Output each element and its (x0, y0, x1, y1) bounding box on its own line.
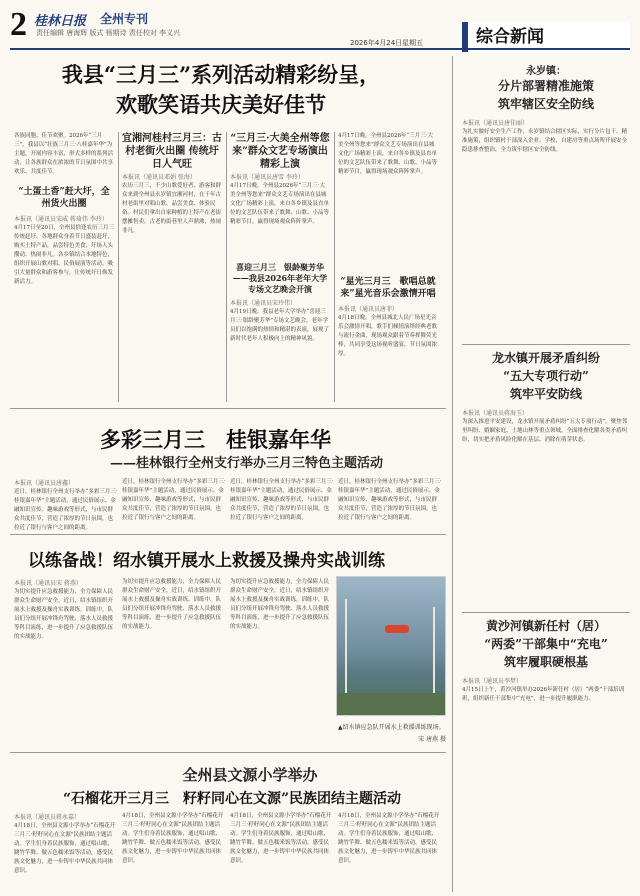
main-col3-subhead1: “三月三·大美全州等您来”群众文艺专场演出精彩上演 (230, 133, 330, 170)
right-story3-byline: 本报讯（通讯员李梦） (462, 678, 523, 685)
right-story1-body: 为扎实做好安全生产工作，永岁镇结合辖区实际，实行分片包干、精准施策，组织镇村干部深入企业、学校、自建房等重点场所开展安全隐患排查整治，全力筑牢辖区安全防线。 (462, 129, 628, 153)
main-col4-body: 4月18日晚，全州县城北人民广场星光音乐会激情开唱，歌手们倾情演绎经典老歌与流行金曲，现场观众跟着节奏挥舞荧光棒，共同享受这场视听盛宴，节日氛围浓厚。 (338, 315, 438, 357)
section-title: 综合新闻 (462, 22, 630, 52)
right-story3-headline2: “两委”干部集中“充电” (484, 637, 608, 651)
page-number: 2 (10, 6, 27, 43)
right-story2-headline2: “五大专项行动” (503, 369, 589, 383)
main-col1-subhead: “土蛋土香”赶大圩，全州货火出圈 (18, 187, 110, 209)
special-edition: 全州专刊 (100, 12, 149, 26)
bank-body-col4: 近日，桂林银行全州支行举办“多彩三月三·桂银嘉年华”主题活动，通过民俗展示、金融知识宣传、趣味游戏等形式，与市民群众共度佳节，营造了浓厚的节日氛围，也拉近了银行与客户之间的距离。 (338, 479, 442, 521)
column-rule (118, 132, 119, 402)
right-column-rule (452, 56, 453, 892)
bank-subheadline: ——桂林银行全州支行举办三月三特色主题活动 (110, 456, 384, 471)
column-rule (226, 132, 227, 402)
photo-riverbank (337, 693, 445, 715)
main-headline-line2: 欢歌笑语共庆美好佳节 (116, 92, 326, 117)
school-body-col3: 4月18日，全州县文源小学举办“石榴花开三月三·籽籽同心在文源”民族团结主题活动。学生们身着民族服饰，通过唱山歌、跳竹竿舞、做五色糯米饭等活动，感受民族文化魅力，进一步铸牢中华民族共同体意识。 (230, 813, 332, 864)
main-col3-byline2: 本报讯（通讯员宋玲伟） (230, 300, 297, 307)
school-byline: 本报讯（通讯员蒋永嘉） (14, 814, 81, 821)
school-kicker: 全州县文源小学举办 (182, 766, 318, 784)
section-rule (10, 752, 446, 753)
right-story2-body: 为深入推进平安建设，龙水镇开展矛盾纠纷“五大专项行动”，聚焦邻里纠纷、婚姻家庭、土地山林等重点领域，全面排查化解各类矛盾纠纷，切实把矛盾风险化解在基层、消除在萌芽状态。 (462, 419, 628, 443)
main-col3-body2: 4月19日晚，我县老年大学举办“喜迎三月三·银龄聚芳华”专场文艺晚会，老年学员们以饱满的热情和精湛的表演，展现了新时代老年人积极向上的精神风貌。 (230, 309, 330, 342)
masthead (10, 6, 630, 50)
school-body-col4: 4月18日，全州县文源小学举办“石榴花开三月三·籽籽同心在文源”民族团结主题活动。学生们身着民族服饰，通过唱山歌、跳竹竿舞、做五色糯米饭等活动，感受民族文化魅力，进一步铸牢中华民族共同体意识。 (338, 813, 440, 864)
rescue-body-col3: 为切实提升应急救援能力，全力保障人民群众生命财产安全，近日，绍水镇组织开展水上救援及操舟实战训练。训练中，队员们分组开展冲锋舟驾驶、落水人员救援等科目演练，进一步提升了应急救援队伍的实战能力。 (230, 579, 330, 630)
right-story2-headline3: 筑牢平安防线 (509, 387, 582, 401)
section-rule (10, 534, 446, 535)
right-story3-headline1: 黄沙河镇新任村（居） (485, 619, 606, 633)
bank-body-col3: 近日，桂林银行全州支行举办“多彩三月三·桂银嘉年华”主题活动，通过民俗展示、金融知识宣传、趣味游戏等形式，与市民群众共度佳节，营造了浓厚的节日氛围，也拉近了银行与客户之间的距离。 (230, 479, 334, 521)
header-rule (10, 48, 630, 50)
main-col4-byline: 本报讯（通讯员唐菲） (338, 306, 399, 313)
rescue-headline: 以练备战！绍水镇开展水上救援及操舟实战训练 (28, 551, 385, 571)
bank-byline: 本报讯（通讯员唐鑫） (14, 480, 75, 487)
rescue-photo-credit: 宋 唐燕 摄 (418, 736, 446, 743)
main-col2-body: 农历三月三，不少山歌爱好者、游客和群众来到全州县永岁镇宜湘河村，在千年古村老街里对唱山歌、品尝美食、体验民俗。村民们拿出自家种植的土特产在老街摆摊售卖，古老的街巷里人声鼎沸，热闹非凡。 (122, 183, 222, 234)
rescue-photo-caption: ▲绍水镇应急队开展水上救援训练现场。 (338, 724, 445, 731)
right-story2-byline: 本报讯（通讯员蒋海玉） (462, 410, 529, 417)
main-col3-subhead2: 喜迎三月三 银龄聚芳华——我县2026年老年大学专场文艺晚会开演 (232, 262, 328, 294)
right-story2-headline1: 龙水镇开展矛盾纠纷 (491, 351, 600, 365)
publish-weekday: 星期五 (402, 39, 423, 47)
publish-date: 2026年4月24日 (350, 39, 403, 47)
right-story1-kicker: 永岁镇： (526, 66, 566, 77)
main-col2-subhead: 宜湘河桂村三月三：古村老街火出圈 传统圩日人气旺 (122, 133, 222, 170)
rescue-photo (336, 576, 446, 716)
school-body-col1: 4月18日，全州县文源小学举办“石榴花开三月三·籽籽同心在文源”民族团结主题活动。学生们身着民族服饰，通过唱山歌、跳竹竿舞、做五色糯米饭等活动，感受民族文化魅力，进一步铸牢中华民族共同体意识。 (14, 823, 116, 874)
school-body-col2: 4月18日，全州县文源小学举办“石榴花开三月三·籽籽同心在文源”民族团结主题活动。学生们身着民族服饰，通过唱山歌、跳竹竿舞、做五色糯米饭等活动，感受民族文化魅力，进一步铸牢中华民族共同体意识。 (122, 813, 224, 864)
bank-body-col2: 近日，桂林银行全州支行举办“多彩三月三·桂银嘉年华”主题活动，通过民俗展示、金融知识宣传、趣味游戏等形式，与市民群众共度佳节，营造了浓厚的节日氛围，也拉近了银行与客户之间的距离。 (122, 479, 226, 521)
right-story3-body: 4月15日上午，黄沙河镇举办2026年新任村（居）“两委”干部培训班，组织新任干部集中“充电”，进一步提升履职能力。 (462, 687, 625, 702)
section-rule (10, 408, 446, 409)
right-story3-headline3: 筑牢履职硬根基 (503, 655, 588, 669)
rescue-body-col1: 为切实提升应急救援能力，全力保障人民群众生命财产安全，近日，绍水镇组织开展水上救援及操舟实战训练。训练中，队员们分组开展冲锋舟驾驶、落水人员救援等科目演练，进一步提升了应急救援队伍的实战能力。 (14, 589, 114, 640)
main-col4-body-top: 4月17日晚，全州县2026年“三月三·大美全州等您来”群众文艺专场演出在县城文化广场精彩上演，来自各乡镇及县直单位的文艺队伍带来了歌舞、山歌、小品等精彩节目，赢得现场观众阵阵掌声。 (338, 133, 438, 175)
column-rule (334, 132, 335, 402)
school-headline: “石榴花开三月三 籽籽同心在文源”民族团结主题活动 (62, 791, 402, 807)
rescue-byline: 本报讯（通讯员宋 蒋燕） (14, 580, 82, 587)
main-col3-byline1: 本报讯（通讯员唐雪 李玲） (230, 174, 304, 181)
section-rule (462, 612, 630, 613)
main-col1-body: 4月17日至20日，全州县恰逢农历三月三传统赶圩，各地群众身着节日盛装赶圩，购买土特产品，品尝特色美食，圩场人头攒动、热闹非凡。各乡镇结合本地特色，组织开展山歌对唱、民俗展演等活动，吸引大量群众和游客参与，让传统圩日焕发新活力。 (14, 225, 114, 285)
main-col3-body1: 4月17日晚，全州县2026年“三月三·大美全州等您来”群众文艺专场演出在县城文化广场精彩上演，来自各乡镇及县直单位的文艺队伍带来了歌舞、山歌、小品等精彩节目，赢得现场观众阵阵掌声。 (230, 183, 330, 225)
rescue-boat (385, 625, 409, 633)
paper-name: 桂林日报 (34, 14, 87, 29)
right-story1-headline1: 分片部署精准施策 (497, 79, 594, 93)
editors-line: 责任编辑 唐海辉 版式 杨期诗 责任校对 李义兴 (36, 29, 181, 37)
main-col4-subhead: “星光三月三 歌唱总就来”星光音乐会激情开唱 (340, 277, 436, 299)
section-rule (462, 344, 630, 345)
right-story1-byline: 本报讯（通讯员唐佳丽） (462, 120, 529, 127)
bank-body-col1: 近日，桂林银行全州支行举办“多彩三月三·桂银嘉年华”主题活动，通过民俗展示、金融知识宣传、趣味游戏等形式，与市民群众共度佳节，营造了浓厚的节日氛围，也拉近了银行与客户之间的距离。 (14, 489, 118, 530)
main-headline (16, 60, 426, 120)
bank-headline: 多彩三月三 桂银嘉年华 (100, 427, 331, 452)
rescue-body-col2: 为切实提升应急救援能力，全力保障人民群众生命财产安全，近日，绍水镇组织开展水上救援及操舟实战训练。训练中，队员们分组开展冲锋舟驾驶、落水人员救援等科目演练，进一步提升了应急救援队伍的实战能力。 (122, 579, 222, 630)
main-headline-line1: 我县“三月三”系列活动精彩纷呈， (61, 62, 381, 87)
right-story1-headline2: 筑牢辖区安全防线 (497, 97, 594, 111)
main-intro: 各族同胞、佳节欢聚。2026年“三月三”，我县以“壮族三月三·八桂嘉年华”为主题，开展内容丰富、形式多样的系列活动，让各族群众在浓浓的节日氛围中共享欢乐、共度佳节。 (14, 133, 114, 175)
main-col1-byline: 本报讯（通讯员宋威 蒋琦伟 李玲） (14, 216, 108, 223)
main-col2-byline: 本报讯（通讯员邓娟 张海） (122, 174, 196, 181)
